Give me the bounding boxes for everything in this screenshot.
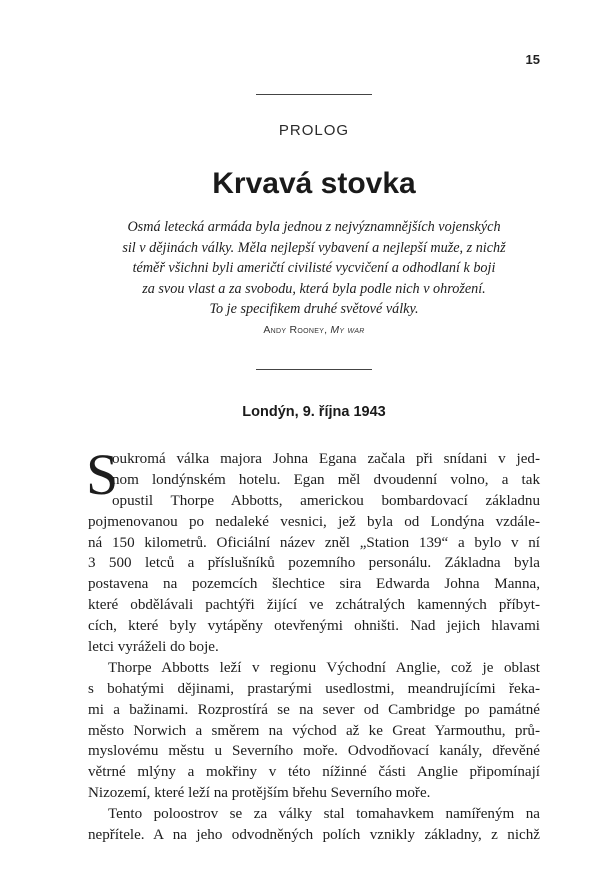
body-line: nepřítele. A na jeho odvodněných polích vznikly základny, z nichž	[88, 827, 540, 844]
body-line: Nizozemí, které leží na protějším břehu Severního moře.	[88, 785, 431, 802]
drop-cap: S	[86, 442, 119, 507]
body-line: opustil Thorpe Abbotts, americkou bombardovací základnu	[112, 492, 540, 509]
epigraph	[88, 217, 540, 320]
body-line: letci vyráželi do boje.	[88, 639, 219, 656]
body-line: 3 500 letců a příslušníků pozemního personálu. Základna byla	[88, 555, 540, 572]
body-line: s bohatými dějinami, prastarými usedlostmi, meandrujícími řeka-	[88, 680, 540, 697]
body-line: mi a bažinami. Rozprostírá se na sever od Cambridge po památné	[88, 701, 540, 718]
epigraph-line: téměř všichni byli američtí civilisté vycvičení a odhodlaní k boji	[132, 260, 496, 276]
attribution-author: Andy Rooney,	[263, 324, 328, 336]
middle-divider	[256, 369, 372, 370]
body-line: které obdělávali pachtýři žijící ve zchátralých kamenných příbyt-	[88, 597, 540, 614]
body-line: pojmenovanou po nedaleké vesnici, jež byla od Londýna vzdále-	[88, 513, 540, 530]
body-line: město Norwich a směrem na východ až ke Great Yarmouthu, prů-	[88, 722, 540, 739]
epigraph-attribution	[88, 324, 540, 336]
body-line: oukromá válka majora Johna Egana začala při snídani v jed-	[112, 451, 540, 467]
epigraph-line: Osmá letecká armáda byla jednou z nejvýznamnějších vojenských	[127, 219, 501, 235]
section-label: PROLOG	[278, 122, 350, 139]
epigraph-line: To je specifikem druhé světové války.	[209, 301, 419, 317]
body-line: ná 150 kilometrů. Oficiální název zněl „Station 139“ a bylo v ní	[88, 534, 540, 551]
body-text	[86, 442, 540, 846]
attribution-work: My war	[330, 324, 365, 336]
body-line: postavena na pozemcích šlechtice sira Edwarda Johna Manna,	[88, 576, 540, 593]
chapter-title: Krvavá stovka	[212, 167, 416, 200]
page-number: 15	[525, 52, 540, 67]
body-line: myslovému městu u Severního moře. Odvodňovací kanály, dřevěné	[88, 743, 540, 760]
body-line: Thorpe Abbotts leží v regionu Východní Anglie, což je oblast	[108, 659, 540, 676]
body-line: větrné mlýny a mokřiny v této nížinné části Anglie připomínají	[88, 764, 540, 781]
top-divider	[256, 94, 372, 95]
body-line: Tento poloostrov se za války stal tomahavkem namířeným na	[108, 806, 540, 823]
body-line: nom londýnském hotelu. Egan měl dvoudenní volno, a tak	[112, 471, 540, 488]
body-line: cích, které byly vytápěny otevřenými ohništi. Nad jejich hlavami	[88, 618, 540, 635]
epigraph-line: za svou vlast a za svobodu, která byla podle nich v ohrožení.	[142, 280, 486, 297]
section-heading: Londýn, 9. října 1943	[242, 404, 386, 420]
epigraph-line: sil v dějinách války. Měla nejlepší vybavení a nejlepší muže, z nichž	[122, 239, 506, 256]
